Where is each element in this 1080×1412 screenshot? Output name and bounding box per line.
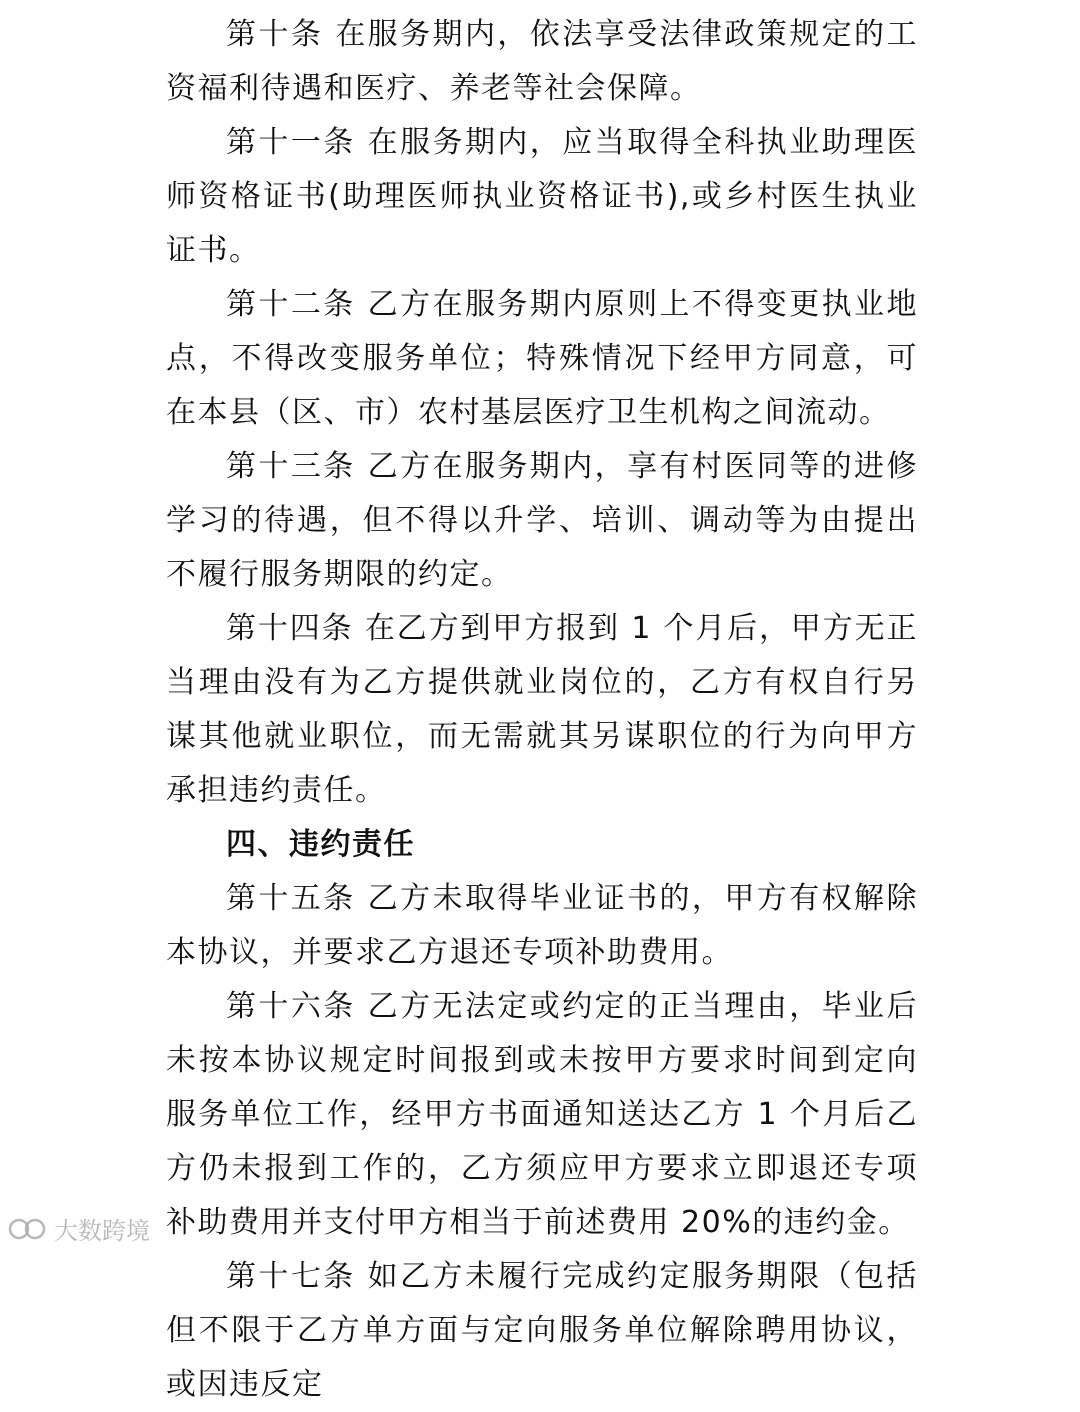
watermark-text: 大数跨境	[54, 1217, 150, 1245]
article-10: 第十条 在服务期内，依法享受法律政策规定的工资福利待遇和医疗、养老等社会保障。	[166, 17, 918, 106]
article-13: 第十三条 乙方在服务期内，享有村医同等的进修学习的待遇，但不得以升学、培训、调动等为由提出不履行服务期限的约定。	[166, 449, 918, 592]
article-12: 第十二条 乙方在服务期内原则上不得变更执业地点，不得改变服务单位；特殊情况下经甲方同意，可在本县（区、市）农村基层医疗卫生机构之间流动。	[166, 287, 918, 430]
watermark	[8, 1211, 150, 1246]
section-heading: 四、违约责任	[226, 827, 415, 862]
article-16: 第十六条 乙方无法定或约定的正当理由，毕业后未按本协议规定时间报到或未按甲方要求时间到定向服务单位工作，经甲方书面通知送达乙方 1 个月后乙方仍未报到工作的，乙方须应甲方要求立即退还专项补助费用并支付甲方相当于前述费用 20%的违约金。	[166, 989, 918, 1240]
article-17: 第十七条 如乙方未履行完成约定服务期限（包括但不限于乙方单方面与定向服务单位解除聘用协议，或因违反定	[166, 1259, 918, 1402]
article-15: 第十五条 乙方未取得毕业证书的，甲方有权解除本协议，并要求乙方退还专项补助费用。	[166, 881, 918, 970]
document-body	[166, 8, 918, 1412]
brand-logo-icon	[8, 1216, 48, 1242]
article-14: 第十四条 在乙方到甲方报到 1 个月后，甲方无正当理由没有为乙方提供就业岗位的，乙方有权自行另谋其他就业职位，而无需就其另谋职位的行为向甲方承担违约责任。	[166, 611, 918, 808]
article-11: 第十一条 在服务期内，应当取得全科执业助理医师资格证书(助理医师执业资格证书),或乡村医生执业证书。	[166, 125, 918, 268]
